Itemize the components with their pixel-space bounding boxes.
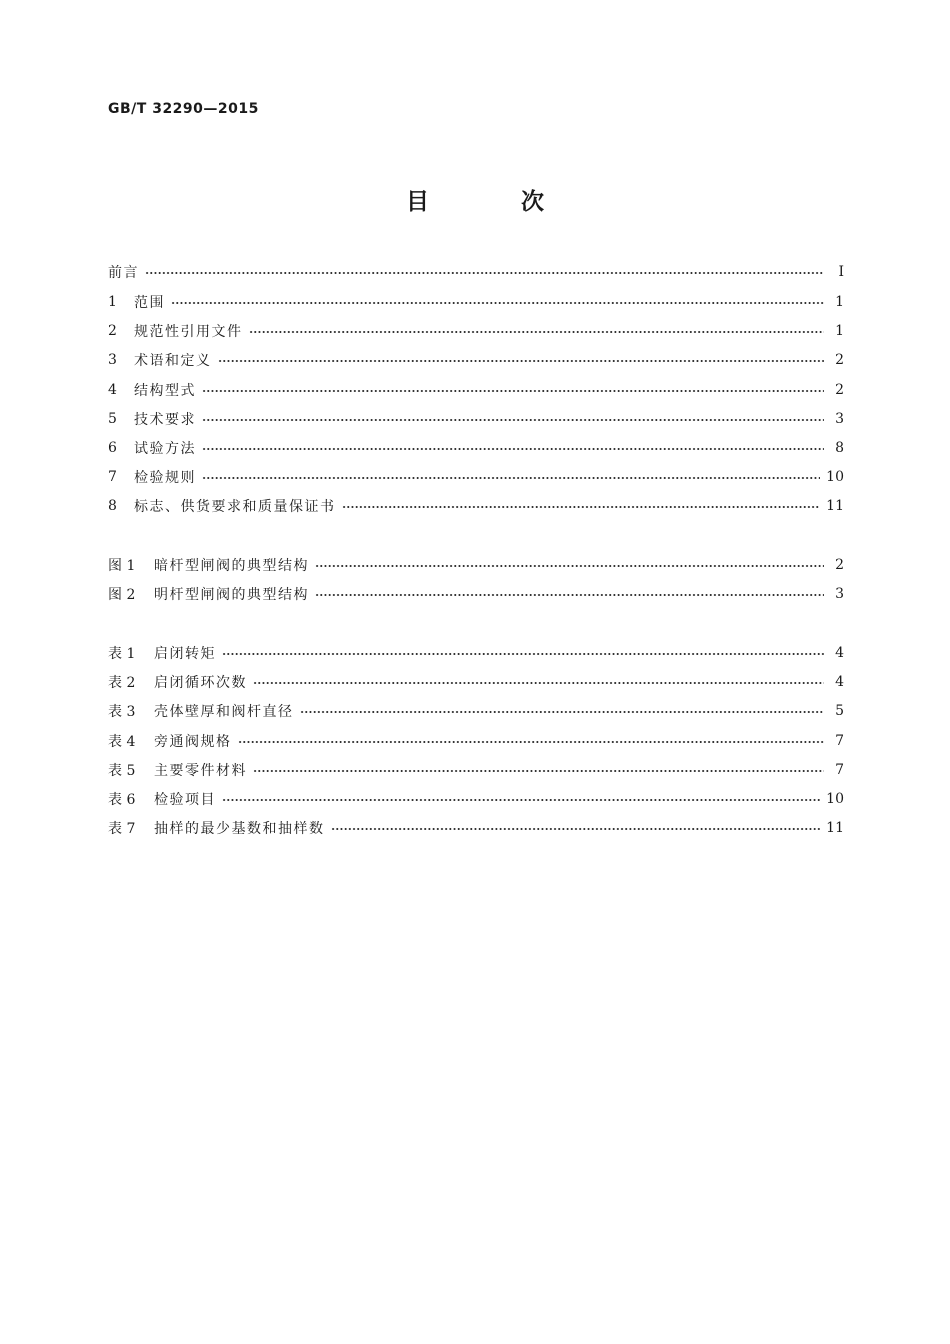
toc-label: 技术要求	[134, 412, 196, 428]
toc-label: 暗杆型闸阀的典型结构	[154, 558, 309, 574]
toc-page: 7	[835, 762, 844, 778]
toc-page: 4	[835, 645, 844, 661]
toc-label: 结构型式	[134, 383, 196, 399]
toc-entry-section-3[interactable]	[108, 348, 844, 372]
leader-dots	[331, 828, 821, 830]
toc-number: 6	[108, 440, 117, 456]
leader-dots	[315, 565, 824, 567]
toc-page: 1	[835, 323, 844, 339]
toc-label: 旁通阀规格	[154, 734, 232, 750]
toc-label: 试验方法	[134, 441, 196, 457]
toc-entry-table-7[interactable]	[108, 816, 844, 840]
table-number: 表 5	[108, 763, 136, 779]
toc-entry-section-2[interactable]	[108, 319, 844, 343]
toc-label: 前言	[108, 265, 139, 281]
toc-page: 11	[826, 820, 844, 836]
toc-label: 规范性引用文件	[134, 324, 243, 340]
toc-entry-figure-2[interactable]	[108, 582, 844, 606]
toc-entry-section-1[interactable]	[108, 290, 844, 314]
toc-page: 7	[835, 733, 844, 749]
leader-dots	[202, 419, 824, 421]
leader-dots	[218, 360, 825, 362]
toc-entry-figure-1[interactable]	[108, 553, 844, 577]
table-number: 表 2	[108, 675, 136, 691]
toc-number: 2	[108, 323, 117, 339]
leader-dots	[249, 331, 825, 333]
toc-page: 5	[835, 703, 844, 719]
table-number: 表 4	[108, 734, 136, 750]
toc-number: 3	[108, 352, 117, 368]
toc-entry-foreword[interactable]	[108, 260, 844, 284]
figure-number: 图 1	[108, 558, 136, 574]
toc-page: 3	[835, 586, 844, 602]
toc-entry-table-5[interactable]	[108, 758, 844, 782]
leader-dots	[238, 741, 825, 743]
toc-page: 2	[835, 352, 844, 368]
toc-entry-table-4[interactable]	[108, 729, 844, 753]
toc-label: 启闭转矩	[154, 646, 216, 662]
toc-number: 1	[108, 294, 117, 310]
leader-dots	[222, 653, 824, 655]
toc-page: 3	[835, 411, 844, 427]
standard-code: GB/T 32290—2015	[108, 101, 259, 117]
table-number: 表 7	[108, 821, 136, 837]
toc-entry-table-1[interactable]	[108, 641, 844, 665]
table-number: 表 1	[108, 646, 136, 662]
toc-page: 10	[826, 469, 844, 485]
toc-label: 抽样的最少基数和抽样数	[154, 821, 325, 837]
toc-label: 检验规则	[134, 470, 196, 486]
toc-page: 2	[835, 557, 844, 573]
toc-number: 8	[108, 498, 117, 514]
leader-dots	[202, 477, 820, 479]
table-number: 表 3	[108, 704, 136, 720]
toc-entry-table-2[interactable]	[108, 670, 844, 694]
toc-entry-section-8[interactable]	[108, 494, 844, 518]
toc-label: 检验项目	[154, 792, 216, 808]
leader-dots	[145, 272, 824, 274]
leader-dots	[202, 390, 824, 392]
toc-number: 5	[108, 411, 117, 427]
table-number: 表 6	[108, 792, 136, 808]
toc-entry-section-7[interactable]	[108, 465, 844, 489]
toc-label: 术语和定义	[134, 353, 212, 369]
leader-dots	[253, 682, 824, 684]
leader-dots	[202, 448, 824, 450]
toc-label: 标志、供货要求和质量保证书	[134, 499, 336, 515]
toc-number: 7	[108, 469, 117, 485]
toc-label: 启闭循环次数	[154, 675, 247, 691]
leader-dots	[171, 302, 824, 304]
toc-label: 主要零件材料	[154, 763, 247, 779]
toc-page: Ⅰ	[838, 264, 844, 280]
toc-entry-table-6[interactable]	[108, 787, 844, 811]
toc-entry-section-4[interactable]	[108, 378, 844, 402]
leader-dots	[222, 799, 820, 801]
toc-entry-section-6[interactable]	[108, 436, 844, 460]
toc-entry-table-3[interactable]	[108, 699, 844, 723]
toc-page: 10	[826, 791, 844, 807]
leader-dots	[315, 594, 824, 596]
leader-dots	[253, 770, 824, 772]
toc-page: 2	[835, 382, 844, 398]
toc-page: 11	[826, 498, 844, 514]
toc-number: 4	[108, 382, 117, 398]
toc-label: 明杆型闸阀的典型结构	[154, 587, 309, 603]
toc-label: 壳体壁厚和阀杆直径	[154, 704, 294, 720]
toc-page: 1	[835, 294, 844, 310]
figure-number: 图 2	[108, 587, 136, 603]
toc-entry-section-5[interactable]	[108, 407, 844, 431]
toc-label: 范围	[134, 295, 165, 311]
leader-dots	[342, 506, 821, 508]
page-title: 目 次	[405, 189, 586, 215]
toc-page: 4	[835, 674, 844, 690]
leader-dots	[300, 711, 825, 713]
toc-page: 8	[835, 440, 844, 456]
